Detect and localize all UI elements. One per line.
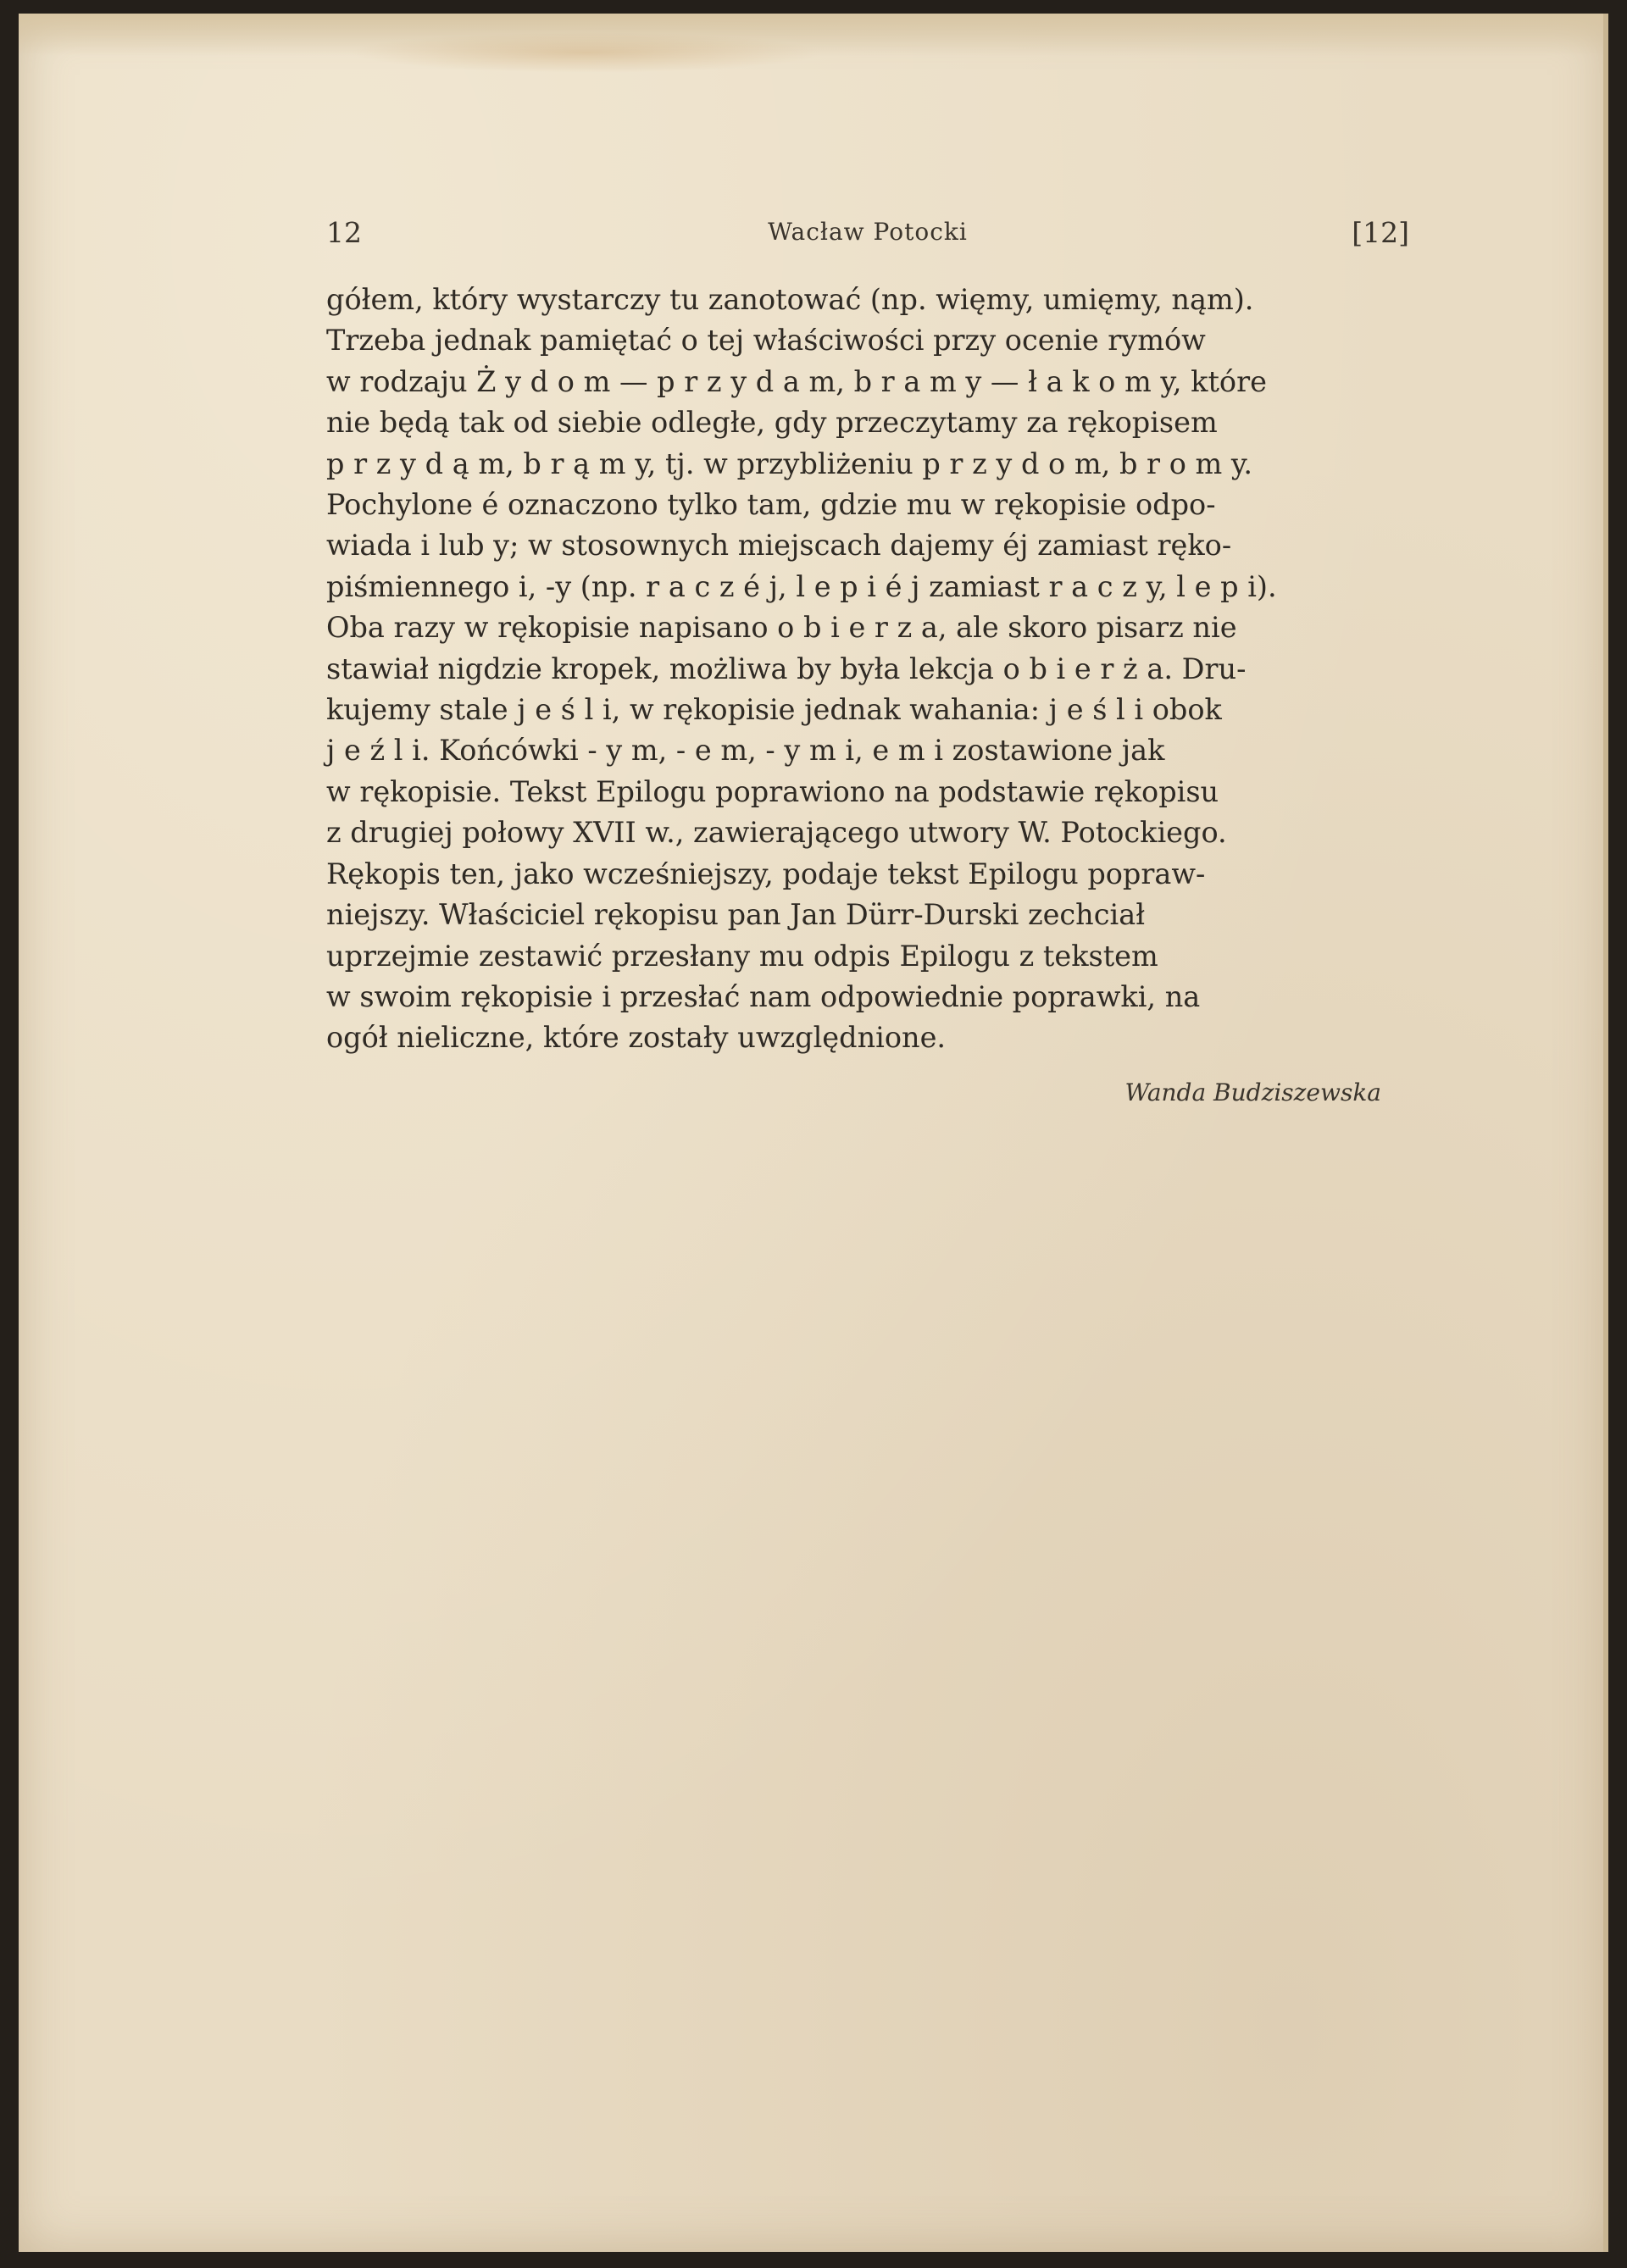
text-line: z drugiej połowy XVII w., zawierającego utwory W. Potockiego. <box>326 816 1227 850</box>
text-line: w rękopisie. Tekst Epilogu poprawiono na podstawie rękopisu <box>326 774 1219 808</box>
text-line: wiada i lub y; w stosownych miejscach dajemy éj zamiast ręko- <box>326 529 1232 563</box>
text-line: piśmiennego i, -y (np. r a c z é j, l e p i é j zamiast r a c z y, l e p i). <box>326 569 1277 603</box>
page-number: 12 <box>326 216 362 249</box>
text-line: Oba razy w rękopisie napisano o b i e r z a, ale skoro pisarz nie <box>326 611 1237 645</box>
running-header <box>326 216 1409 257</box>
text-line: uprzejmie zestawić przesłany mu odpis Epilogu z tekstem <box>326 939 1158 973</box>
text-line: ogół nieliczne, które zostały uwzględnione. <box>326 1021 947 1055</box>
body-paragraph <box>326 280 1409 1059</box>
text-line: Pochylone é oznaczono tylko tam, gdzie mu w rękopisie odpo- <box>326 488 1216 522</box>
text-line: j e ź l i. Końcówki - y m, - e m, - y m i, e m i zostawione jak <box>326 734 1165 768</box>
text-line: nie będą tak od siebie odległe, gdy przeczytamy za rękopisem <box>326 406 1218 440</box>
section-number: [12] <box>1352 216 1409 249</box>
text-line: kujemy stale j e ś l i, w rękopisie jednak wahania: j e ś l i obok <box>326 693 1222 727</box>
text-line: Rękopis ten, jako wcześniejszy, podaje tekst Epilogu popraw- <box>326 857 1206 890</box>
text-line: niejszy. Właściciel rękopisu pan Jan Dürr-Durski zechciał <box>326 898 1146 932</box>
text-line: w swoim rękopisie i przesłać nam odpowiednie poprawki, na <box>326 979 1201 1013</box>
page-right-edge <box>1603 14 1608 2252</box>
text-line: p r z y d ą m, b r ą m y, tj. w przybliżeniu p r z y d o m, b r o m y. <box>326 446 1253 480</box>
text-line: Trzeba jednak pamiętać o tej właściwości przy ocenie rymów <box>326 324 1206 358</box>
author-signature: Wanda Budziszewska <box>1124 1079 1381 1106</box>
text-line: gółem, który wystarczy tu zanotować (np. więmy, umięmy, nąm). <box>326 283 1254 316</box>
paper-stain <box>349 32 824 73</box>
text-line: stawiał nigdzie kropek, możliwa by była lekcja o b i e r ż a. Dru- <box>326 652 1247 685</box>
text-line: w rodzaju Ż y d o m — p r z y d a m, b r a m y — ł a k o m y, które <box>326 364 1267 398</box>
author-header: Wacław Potocki <box>768 218 968 246</box>
